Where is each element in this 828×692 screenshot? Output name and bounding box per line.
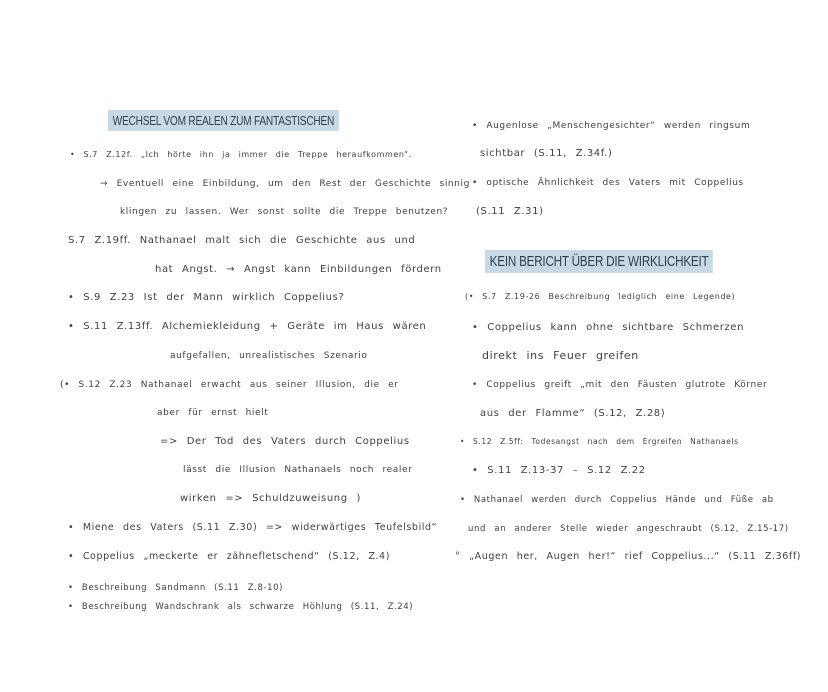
note-line: • S.12 Z.5ff: Todesangst nach dem Ergreifen Nathanaels — [460, 437, 739, 446]
note-line: • S.11 Z.13ff. Alchemiekleidung + Geräte im Haus wären — [68, 321, 427, 332]
note-line: • Augenlose „Menschengesichter“ werden ringsum — [472, 121, 751, 131]
heading-no-report-of-reality: KEIN BERICHT ÜBER DIE WIRKLICHKEIT — [485, 250, 713, 273]
note-line: (S.11 Z.31) — [476, 206, 544, 217]
note-line: aber für ernst hielt — [157, 408, 269, 418]
note-line: sichtbar (S.11, Z.34f.) — [480, 148, 613, 159]
note-line: • Beschreibung Sandmann (S.11 Z.8-10) — [68, 583, 284, 593]
note-line: • S.9 Z.23 Ist der Mann wirklich Coppelius? — [68, 292, 345, 303]
note-line: • S.7 Z.12f. „Ich hörte ihn ja immer die Treppe heraufkommen“. — [70, 150, 412, 159]
note-line: direkt ins Feuer greifen — [482, 349, 639, 362]
note-line: S.7 Z.19ff. Nathanael malt sich die Geschichte aus und — [68, 235, 416, 246]
note-line: • Coppelius kann ohne sichtbare Schmerzen — [472, 322, 745, 333]
note-line: • optische Ähnlichkeit des Vaters mit Coppelius — [472, 178, 744, 188]
note-line: • Nathanael werden durch Coppelius Hände und Füße ab — [460, 495, 774, 505]
note-line: lässt die Illusion Nathanaels noch realer — [183, 465, 413, 475]
note-line: • S.11 Z.13-37 – S.12 Z.22 — [472, 465, 646, 476]
note-line: klingen zu lassen. Wer sonst sollte die Treppe benutzen? — [120, 207, 449, 217]
note-line: hat Angst. → Angst kann Einbildungen fördern — [155, 264, 442, 275]
note-line: aus der Flamme“ (S.12, Z.28) — [480, 408, 666, 419]
note-line: aufgefallen, unrealistisches Szenario — [170, 351, 368, 361]
note-line: (• S.7 Z.19-26 Beschreibung lediglich eine Legende) — [465, 292, 736, 301]
note-line: • Coppelius greift „mit den Fäusten glutrote Körner — [472, 380, 768, 390]
note-line: ° „Augen her, Augen her!“ rief Coppelius...“ (S.11 Z.36ff) — [455, 551, 802, 562]
note-line: (• S.12 Z.23 Nathanael erwacht aus seiner Illusion, die er — [60, 380, 399, 390]
note-line: • Miene des Vaters (S.11 Z.30) => widerwärtiges Teufelsbild“ — [68, 522, 438, 533]
note-line: → Eventuell eine Einbildung, um den Rest der Geschichte sinnig — [100, 179, 470, 189]
note-line: • Coppelius „meckerte er zähnefletschend“ (S.12, Z.4) — [68, 551, 391, 562]
note-line: wirken => Schuldzuweisung ) — [180, 493, 361, 504]
heading-real-to-fantastic: WECHSEL VOM REALEN ZUM FANTASTISCHEN — [108, 110, 339, 131]
note-line: • Beschreibung Wandschrank als schwarze Höhlung (S.11, Z.24) — [68, 602, 414, 612]
note-line: und an anderer Stelle wieder angeschraubt (S.12, Z.15-17) — [468, 524, 789, 534]
note-line: => Der Tod des Vaters durch Coppelius — [160, 436, 410, 447]
